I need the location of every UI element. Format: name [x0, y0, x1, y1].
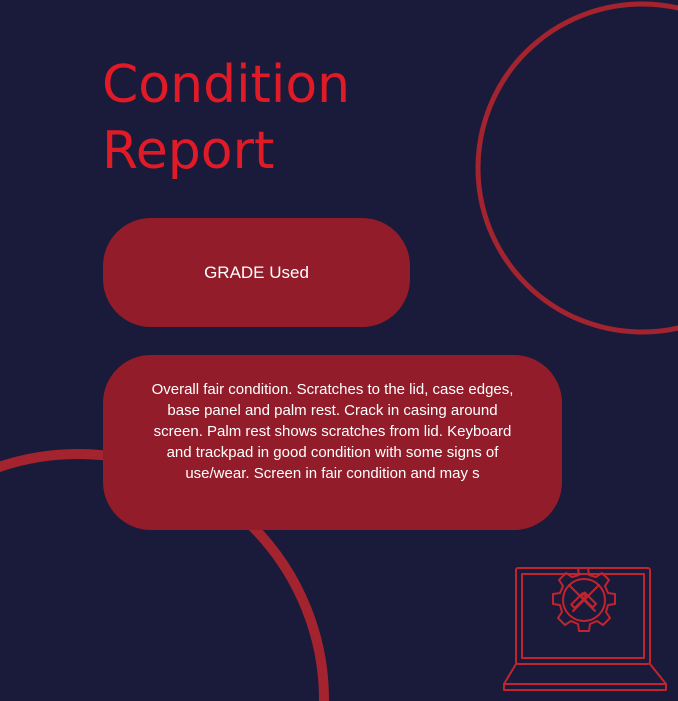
laptop-repair-icon [500, 546, 670, 696]
title-line-2: Report [102, 121, 275, 181]
title-line-1: Condition [102, 55, 351, 115]
condition-description: Overall fair condition. Scratches to the lid, case edges, base panel and palm rest. Crack in casing around screen. Palm rest shows scratches from lid. Keyboard and trackpad in good condition with some signs of use/wear. Screen in fair condition and may s [151, 381, 514, 482]
top-right-arc [478, 4, 678, 332]
grade-text: GRADE Used [204, 262, 309, 282]
grade-badge [103, 218, 410, 327]
page-title [102, 52, 350, 184]
condition-description-box [103, 355, 562, 530]
